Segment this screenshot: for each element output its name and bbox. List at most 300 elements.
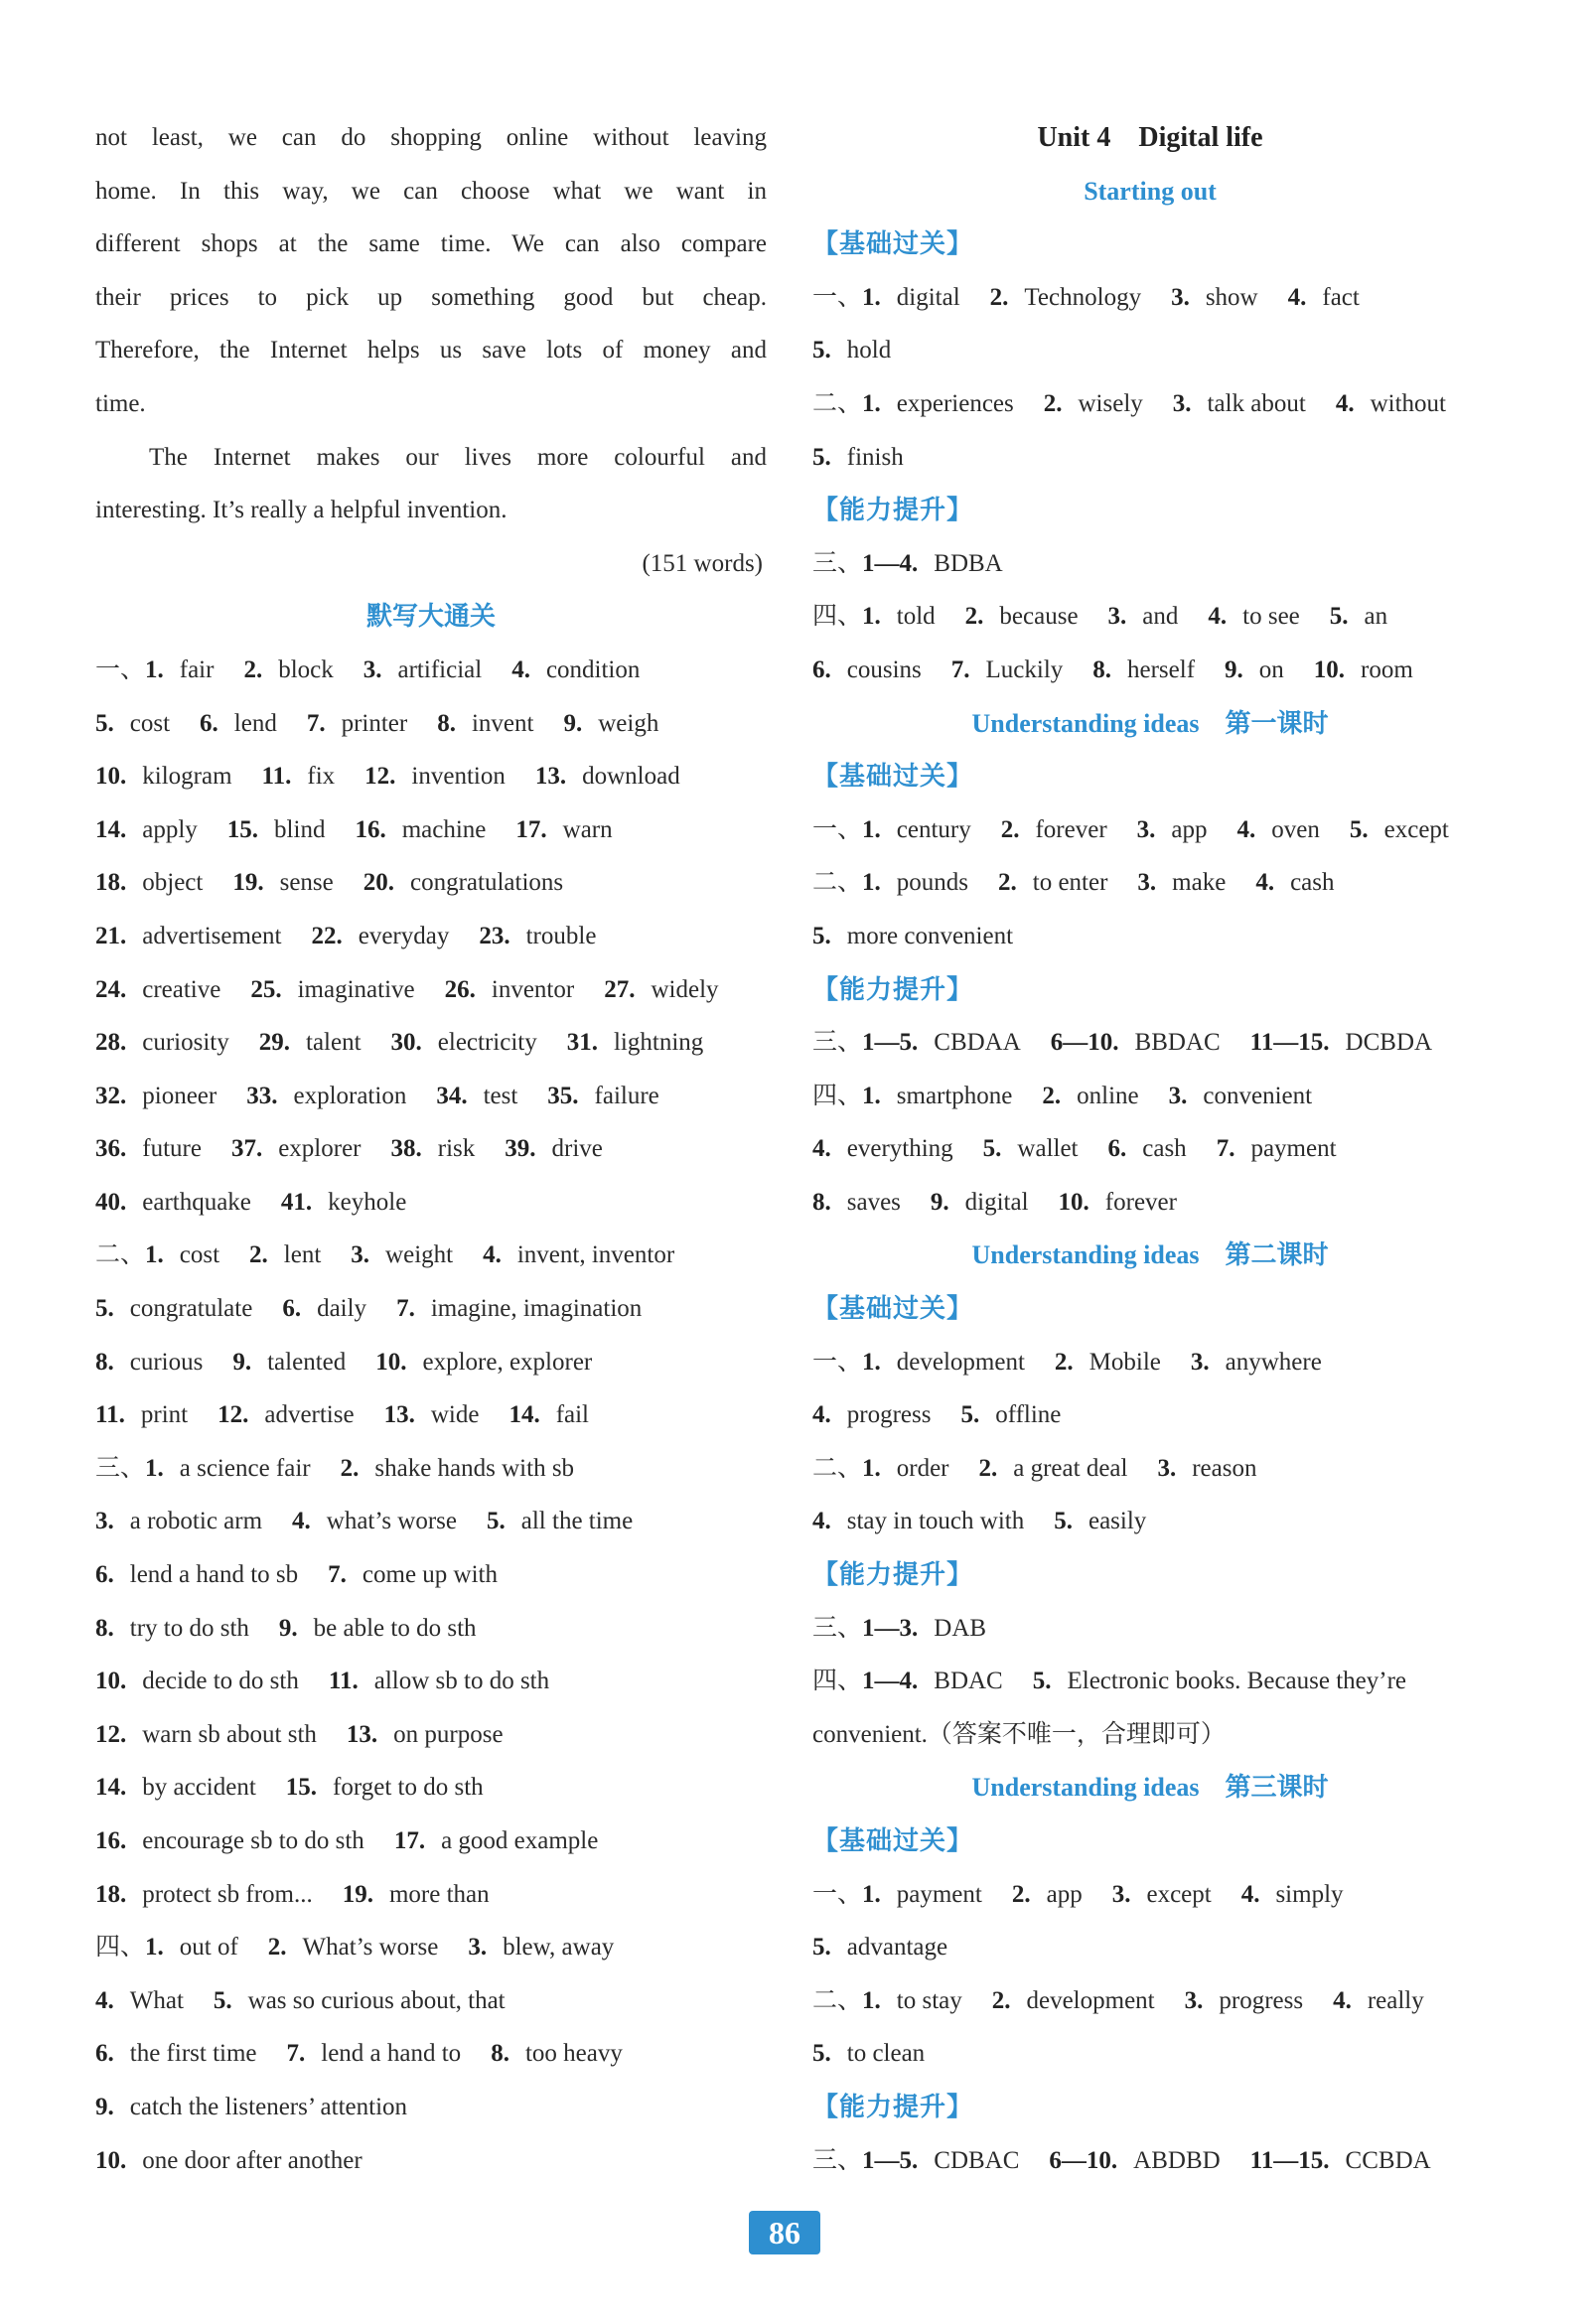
practice-level-label: 【能力提升】	[812, 496, 974, 525]
answer-text: a great deal	[1013, 1454, 1128, 1482]
answer-line	[812, 590, 1488, 644]
answer-text: offline	[995, 1401, 1062, 1429]
part-marker: 二、	[95, 1241, 146, 1269]
answer-text: development	[896, 1348, 1025, 1376]
answer-text: electricity	[437, 1029, 537, 1057]
item-number: 11.	[261, 763, 292, 791]
answer-line	[812, 803, 1488, 857]
item-number: 8.	[95, 1614, 114, 1642]
item-number: 20.	[363, 869, 394, 897]
item-number: 3.	[1137, 869, 1157, 897]
answer-line	[812, 1176, 1488, 1230]
answer-text: printer	[341, 709, 408, 737]
item-number: 5.	[960, 1401, 980, 1429]
answer-text: future	[142, 1135, 202, 1163]
item-number: 12.	[364, 763, 396, 791]
item-number: 13.	[383, 1401, 415, 1429]
answer-text: progress	[846, 1401, 932, 1429]
part-marker: 一、	[812, 283, 863, 311]
answer-line	[95, 1016, 767, 1070]
answer-text: download	[582, 763, 680, 791]
item-number: 4.	[1236, 815, 1256, 843]
answer-text: forget to do sth	[333, 1774, 484, 1802]
answer-line	[812, 537, 1488, 591]
essay-line: time.	[95, 389, 146, 417]
item-number: 5.	[812, 1934, 831, 1961]
item-number: 38.	[390, 1135, 422, 1163]
answer-text: trouble	[525, 922, 597, 949]
answer-line	[95, 1974, 767, 2028]
answer-text: reason	[1192, 1454, 1257, 1482]
practice-level-label: 【基础过关】	[812, 1294, 974, 1324]
answer-text: by accident	[142, 1774, 256, 1802]
item-number: 6.	[282, 1295, 302, 1323]
item-number: 6.	[1107, 1135, 1127, 1163]
answer-line	[812, 271, 1488, 325]
item-number: 4.	[483, 1241, 502, 1269]
answer-text: invent, inventor	[516, 1241, 675, 1269]
answer-text: cash	[1290, 869, 1335, 897]
part-marker: 二、	[812, 1986, 863, 2014]
practice-level-label: 【基础过关】	[812, 762, 974, 792]
item-number: 4.	[1255, 869, 1275, 897]
answer-text: curiosity	[142, 1029, 229, 1057]
answer-line	[95, 1229, 767, 1282]
answer-text: online	[1077, 1082, 1139, 1109]
essay-line: different shops at the same time. We can also compare	[95, 230, 767, 258]
lesson-title: Understanding ideas 第二课时	[971, 1240, 1329, 1270]
answer-text: come up with	[362, 1561, 499, 1589]
item-number: 32.	[95, 1082, 127, 1109]
answer-text: warn	[562, 815, 613, 843]
answer-text: Luckily	[985, 655, 1064, 683]
answer-text: BBDAC	[1134, 1029, 1221, 1057]
page-number: 86	[749, 2211, 820, 2254]
item-number: 41.	[280, 1188, 313, 1216]
item-number: 34.	[436, 1082, 468, 1109]
item-number: 4.	[812, 1508, 831, 1535]
answer-text: block	[278, 655, 334, 683]
item-number: 1—4.	[862, 1668, 919, 1695]
answer-text: talk about	[1207, 389, 1306, 417]
part-marker: 三、	[812, 549, 863, 577]
item-number: 6.	[812, 655, 831, 683]
item-number: 2.	[267, 1934, 287, 1961]
answer-text: make	[1172, 869, 1227, 897]
item-number: 3.	[1111, 1880, 1131, 1908]
item-number: 1.	[862, 283, 881, 311]
answer-text: because	[999, 603, 1079, 631]
answer-line	[95, 1548, 767, 1602]
answer-text: the first time	[129, 2040, 257, 2068]
answer-text: creative	[142, 975, 221, 1003]
item-number: 2.	[1042, 1082, 1062, 1109]
item-number: 2.	[1000, 815, 1020, 843]
answer-text: everyday	[358, 922, 450, 949]
item-number: 7.	[1216, 1135, 1235, 1163]
answer-text: exploration	[293, 1082, 407, 1109]
item-number: 1—4.	[862, 549, 919, 577]
answer-line	[95, 644, 767, 697]
item-number: 4.	[812, 1135, 831, 1163]
lesson-title: Understanding ideas 第一课时	[971, 708, 1329, 738]
answer-text: digital	[964, 1188, 1029, 1216]
answer-text: inventor	[491, 975, 575, 1003]
answer-text: lend a hand to sb	[129, 1561, 299, 1589]
item-number: 8.	[1092, 655, 1112, 683]
answer-line	[95, 750, 767, 803]
item-number: 10.	[95, 763, 127, 791]
item-number: 5.	[487, 1508, 506, 1535]
item-number: 16.	[95, 1827, 127, 1854]
item-number: 4.	[1240, 1880, 1260, 1908]
item-number: 14.	[95, 1774, 127, 1802]
item-number: 15.	[285, 1774, 318, 1802]
answer-text: Mobile	[1088, 1348, 1161, 1376]
answer-text: all the time	[520, 1508, 634, 1535]
answer-text: try to do sth	[129, 1614, 249, 1642]
answer-line	[95, 1868, 767, 1922]
practice-level-label: 【基础过关】	[812, 1826, 974, 1855]
part-marker: 一、	[812, 1880, 863, 1908]
answer-text: ABDBD	[1133, 2146, 1221, 2174]
item-number: 2.	[1011, 1880, 1031, 1908]
answer-text: cost	[179, 1241, 220, 1269]
unit-title: Unit 4 Digital life	[1037, 122, 1263, 153]
answer-text: forever	[1104, 1188, 1177, 1216]
answer-text: CBDAA	[934, 1029, 1021, 1057]
item-number: 3.	[1172, 389, 1192, 417]
item-number: 2.	[249, 1241, 268, 1269]
part-marker: 四、	[95, 1934, 146, 1961]
item-number: 23.	[479, 922, 510, 949]
item-number: 6.	[95, 2040, 114, 2068]
answer-text: app	[1046, 1880, 1083, 1908]
part-marker: 二、	[812, 1454, 863, 1482]
answer-text: experiences	[896, 389, 1014, 417]
answer-text: sense	[279, 869, 334, 897]
answer-text: development	[1026, 1986, 1155, 2014]
item-number: 4.	[511, 655, 530, 683]
answer-text: to stay	[896, 1986, 962, 2014]
answer-text: weight	[385, 1241, 454, 1269]
answer-text: on	[1258, 655, 1284, 683]
answer-text: Electronic books. Because they’re	[1067, 1668, 1407, 1695]
item-number: 11—15.	[1249, 1029, 1330, 1057]
answer-line	[95, 1388, 767, 1442]
answer-text: CCBDA	[1345, 2146, 1431, 2174]
answer-text: lightning	[613, 1029, 704, 1057]
answer-line	[812, 1070, 1488, 1123]
item-number: 7.	[950, 655, 970, 683]
item-number: 3.	[351, 1241, 370, 1269]
answer-text: except	[1383, 815, 1449, 843]
answer-text: fair	[179, 655, 215, 683]
answer-text: catch the listeners’ attention	[129, 2093, 408, 2120]
answer-text: app	[1171, 815, 1208, 843]
item-number: 5.	[812, 337, 831, 364]
answer-text: easily	[1088, 1508, 1147, 1535]
lesson-title: Understanding ideas 第三课时	[971, 1773, 1329, 1803]
item-number: 28.	[95, 1029, 127, 1057]
answer-text: without	[1370, 389, 1446, 417]
answer-line	[95, 856, 767, 910]
answer-line	[812, 910, 1488, 963]
answer-line	[95, 910, 767, 963]
item-number: 19.	[232, 869, 264, 897]
essay-line: The Internet makes our lives more colourful and	[149, 443, 767, 471]
answer-text: hold	[846, 337, 892, 364]
part-marker: 一、	[812, 815, 863, 843]
answer-text: advertisement	[142, 922, 282, 949]
part-marker: 三、	[812, 1614, 863, 1642]
practice-level-label: 【能力提升】	[812, 974, 974, 1004]
answer-text: shake hands with sb	[374, 1454, 575, 1482]
answer-text: wallet	[1017, 1135, 1079, 1163]
item-number: 4.	[1333, 1986, 1352, 2014]
part-marker: 三、	[95, 1454, 146, 1482]
word-count: (151 words)	[642, 549, 763, 577]
item-number: 4.	[1287, 283, 1307, 311]
item-number: 4.	[292, 1508, 311, 1535]
item-number: 11.	[328, 1668, 359, 1695]
answer-text: invention	[411, 763, 506, 791]
right-column	[812, 111, 1488, 2187]
item-number: 1.	[862, 869, 881, 897]
answer-line	[812, 1442, 1488, 1496]
answer-text: congratulations	[410, 869, 564, 897]
essay-line: interesting. It’s really a helpful invention.	[95, 497, 508, 524]
item-number: 1.	[862, 815, 881, 843]
item-number: 22.	[311, 922, 343, 949]
answer-text: invent	[471, 709, 534, 737]
answer-text: was so curious about, that	[247, 1986, 506, 2014]
answer-line	[812, 324, 1488, 377]
item-number: 1.	[145, 655, 164, 683]
answer-text: a good example	[441, 1827, 599, 1854]
item-number: 1.	[862, 389, 881, 417]
item-number: 8.	[437, 709, 456, 737]
answer-text: herself	[1127, 655, 1196, 683]
item-number: 9.	[930, 1188, 949, 1216]
item-number: 3.	[1107, 603, 1127, 631]
item-number: 1.	[862, 603, 881, 631]
answer-text: drive	[551, 1135, 603, 1163]
item-number: 2.	[340, 1454, 360, 1482]
item-number: 11.	[95, 1401, 125, 1429]
item-number: 2.	[964, 603, 984, 631]
part-marker: 三、	[812, 1029, 863, 1057]
answer-line	[812, 1388, 1488, 1442]
answer-line	[95, 1442, 767, 1496]
answer-line	[95, 2081, 767, 2134]
part-marker: 一、	[95, 655, 146, 683]
answer-text: curious	[129, 1348, 204, 1376]
answer-text: explorer	[278, 1135, 362, 1163]
item-number: 2.	[991, 1986, 1011, 2014]
answer-text: oven	[1271, 815, 1320, 843]
item-number: 5.	[213, 1986, 232, 2014]
answer-line	[812, 644, 1488, 697]
item-number: 3.	[1157, 1454, 1177, 1482]
answer-text: simply	[1275, 1880, 1344, 1908]
answer-text: imaginative	[297, 975, 415, 1003]
answer-text: pioneer	[142, 1082, 218, 1109]
answer-text: test	[483, 1082, 518, 1109]
answer-text: warn sb about sth	[142, 1720, 317, 1748]
item-number: 17.	[515, 815, 547, 843]
item-number: 24.	[95, 975, 127, 1003]
answer-line	[95, 1708, 767, 1762]
item-number: 8.	[491, 2040, 509, 2068]
answer-text: lend a hand to	[321, 2040, 462, 2068]
answer-text: object	[142, 869, 204, 897]
item-number: 1.	[862, 1348, 881, 1376]
answer-text: cost	[129, 709, 171, 737]
item-number: 33.	[246, 1082, 278, 1109]
answer-text: kilogram	[142, 763, 232, 791]
answer-text: blind	[274, 815, 326, 843]
answer-text: a science fair	[179, 1454, 311, 1482]
answer-text: really	[1367, 1986, 1424, 2014]
answer-line	[812, 1336, 1488, 1389]
answer-line	[95, 697, 767, 751]
answer-text: and	[1142, 603, 1179, 631]
answer-text: What	[129, 1986, 184, 2014]
answer-line	[812, 1495, 1488, 1548]
answer-text: forever	[1035, 815, 1107, 843]
item-number: 10.	[1058, 1188, 1089, 1216]
answer-text: artificial	[397, 655, 483, 683]
answer-text: risk	[437, 1135, 476, 1163]
answer-text: room	[1361, 655, 1413, 683]
left-column	[95, 111, 767, 2187]
answer-text: encourage sb to do sth	[142, 1827, 364, 1854]
answer-text: protect sb from...	[142, 1880, 313, 1908]
item-number: 7.	[286, 2040, 306, 2068]
item-number: 5.	[95, 1295, 114, 1323]
answer-text: DAB	[934, 1614, 987, 1642]
item-number: 1.	[862, 1454, 881, 1482]
answer-text: progress	[1219, 1986, 1304, 2014]
item-number: 18.	[95, 1880, 127, 1908]
answer-text: imagine, imagination	[430, 1295, 643, 1323]
section-title: 默写大通关	[365, 602, 496, 632]
item-number: 6.	[200, 709, 218, 737]
item-number: 3.	[363, 655, 382, 683]
lesson-title: Starting out	[1084, 176, 1217, 206]
answer-line	[95, 1336, 767, 1389]
part-marker: 四、	[812, 1668, 863, 1695]
answer-text: talent	[306, 1029, 362, 1057]
item-number: 2.	[989, 283, 1009, 311]
essay-line: not least, we can do shopping online without leaving	[95, 124, 767, 151]
part-marker: 二、	[812, 869, 863, 897]
answer-line	[95, 963, 767, 1017]
answer-text: except	[1146, 1880, 1212, 1908]
item-number: 29.	[258, 1029, 290, 1057]
answer-text: blew, away	[503, 1934, 615, 1961]
item-number: 8.	[812, 1188, 831, 1216]
item-number: 5.	[1329, 603, 1349, 631]
item-number: 7.	[396, 1295, 415, 1323]
answer-text: What’s worse	[302, 1934, 439, 1961]
answer-text: decide to do sth	[142, 1668, 299, 1695]
item-number: 26.	[444, 975, 476, 1003]
item-number: 36.	[95, 1135, 127, 1163]
item-number: 10.	[95, 1668, 127, 1695]
answer-text: Technology	[1024, 283, 1142, 311]
item-number: 3.	[1168, 1082, 1188, 1109]
answer-line	[95, 1921, 767, 1974]
item-number: 3.	[1190, 1348, 1210, 1376]
answer-line	[95, 1602, 767, 1656]
item-number: 1.	[862, 1986, 881, 2014]
answer-text: failure	[594, 1082, 659, 1109]
answer-text: DCBDA	[1345, 1029, 1433, 1057]
answer-line	[812, 856, 1488, 910]
item-number: 21.	[95, 922, 127, 949]
item-number: 3.	[1184, 1986, 1204, 2014]
answer-line	[812, 431, 1488, 485]
answer-text: cousins	[846, 655, 922, 683]
item-number: 31.	[566, 1029, 598, 1057]
item-number: 2.	[1054, 1348, 1074, 1376]
item-number: 39.	[505, 1135, 536, 1163]
item-number: 18.	[95, 869, 127, 897]
item-number: 10.	[95, 2146, 127, 2174]
item-number: 3.	[1136, 815, 1156, 843]
answer-text: keyhole	[328, 1188, 407, 1216]
answer-text: to see	[1242, 603, 1300, 631]
item-number: 5.	[812, 922, 831, 949]
answer-line	[95, 1815, 767, 1868]
answer-text: everything	[846, 1135, 953, 1163]
answer-text: be able to do sth	[313, 1614, 477, 1642]
part-marker: 二、	[812, 389, 863, 417]
item-number: 1—5.	[862, 1029, 919, 1057]
answer-text: convenient	[1203, 1082, 1313, 1109]
answer-text: on purpose	[393, 1720, 504, 1748]
item-number: 14.	[95, 815, 127, 843]
answer-text: apply	[142, 815, 198, 843]
answer-text: BDAC	[934, 1668, 1003, 1695]
item-number: 5.	[1349, 815, 1369, 843]
item-number: 1—3.	[862, 1614, 919, 1642]
item-number: 4.	[1208, 603, 1228, 631]
item-number: 5.	[812, 443, 831, 471]
answer-text: lend	[233, 709, 277, 737]
answer-text: to enter	[1032, 869, 1108, 897]
item-number: 1.	[862, 1082, 881, 1109]
answer-text: more convenient	[846, 922, 1014, 949]
item-number: 16.	[355, 815, 386, 843]
answer-text: print	[140, 1401, 189, 1429]
answer-text: one door after another	[142, 2146, 363, 2174]
item-number: 7.	[306, 709, 326, 737]
answer-text: weigh	[598, 709, 659, 737]
essay-line: their prices to pick up something good but cheap.	[95, 283, 767, 311]
item-number: 12.	[218, 1401, 249, 1429]
answer-line	[95, 1122, 767, 1176]
answer-text: finish	[846, 443, 904, 471]
answer-text: payment	[896, 1880, 982, 1908]
part-marker: 一、	[812, 1348, 863, 1376]
essay-line: home. In this way, we can choose what we want in	[95, 177, 767, 205]
item-number: 5.	[95, 709, 114, 737]
answer-line	[812, 1602, 1488, 1656]
answer-text: an	[1364, 603, 1388, 631]
